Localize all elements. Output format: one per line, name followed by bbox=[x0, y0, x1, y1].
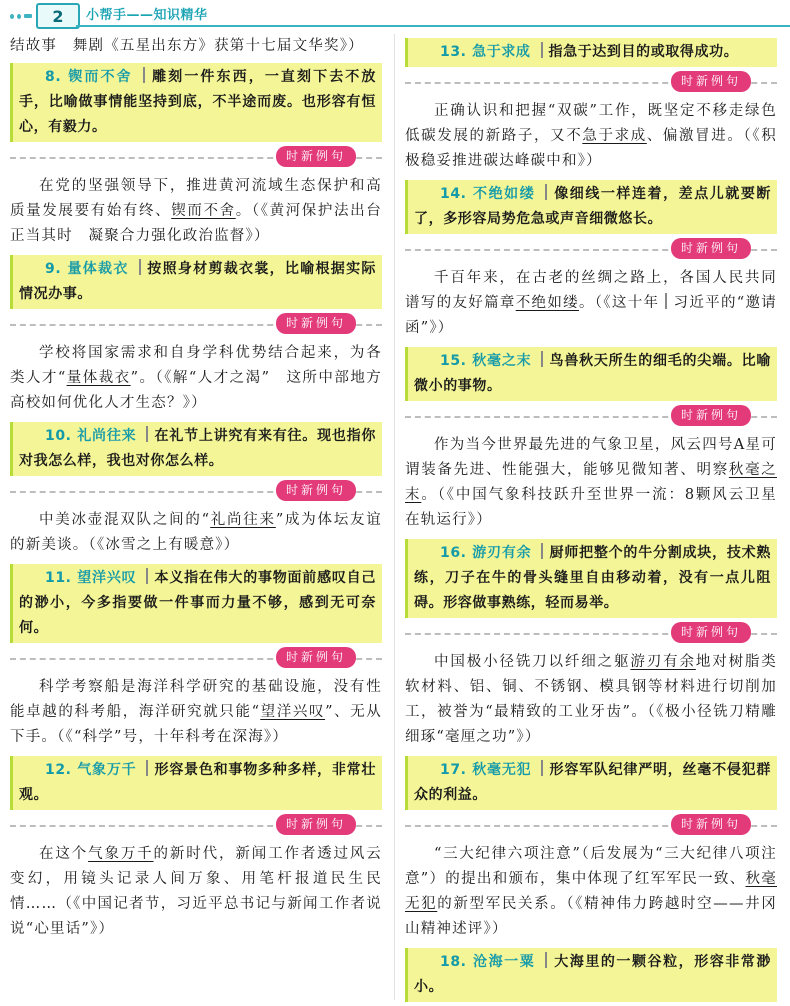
example-term: 不绝如缕 bbox=[515, 295, 579, 311]
idiom-term: 不绝如缕 bbox=[473, 186, 536, 202]
idiom-term: 礼尚往来 bbox=[77, 428, 137, 444]
idiom-number: 15. bbox=[440, 353, 467, 369]
example-banner bbox=[405, 814, 777, 838]
example-banner bbox=[405, 71, 777, 95]
idiom-term: 量体裁衣 bbox=[67, 261, 129, 277]
idiom-entry-17 bbox=[405, 756, 777, 810]
term-separator bbox=[146, 426, 148, 442]
idiom-entry-10 bbox=[10, 422, 382, 476]
idiom-term: 秋毫之末 bbox=[472, 353, 532, 369]
banner-label: 时新例句 bbox=[671, 405, 751, 426]
idiom-number: 13. bbox=[440, 44, 467, 60]
example-sentence-10: 中美冰壶混双队之间的“礼尚往来”成为体坛友谊的新美谈。（《冰雪之上有暖意》） bbox=[10, 512, 382, 553]
right-column bbox=[405, 34, 777, 1006]
example-sentence-15: 作为当今世界最先进的气象卫星，风云四号A星可谓装备先进、性能强大，能够见微知著、明察秋毫之末。（《中国气象科技跃升至世界一流：8颗风云卫星在轨运行》） bbox=[405, 437, 778, 528]
idiom-definition: 雕刻一件东西，一直刻下去不放手，比喻做事情能坚持到底，不半途而废。也形容有恒心，有毅力。 bbox=[19, 69, 376, 135]
example-banner bbox=[405, 405, 777, 429]
term-separator bbox=[146, 568, 148, 584]
term-separator bbox=[541, 543, 543, 559]
example-sentence-12: 在这个气象万千的新时代，新闻工作者透过风云变幻，用镜头记录人间万象、用笔杆报道民生民情……（《中国记者节，习近平总书记与新闻工作者说说“心里话”》） bbox=[10, 846, 382, 937]
idiom-definition: 本义指在伟大的事物面前感叹自己的渺小，今多指要做一件事而力量不够，感到无可奈何。 bbox=[19, 570, 376, 636]
idiom-number: 9. bbox=[45, 261, 62, 277]
idiom-number: 12. bbox=[45, 762, 72, 778]
example-term: 望洋兴叹 bbox=[260, 704, 326, 720]
example-banner bbox=[10, 814, 382, 838]
idiom-term: 游刃有余 bbox=[472, 545, 532, 561]
term-separator bbox=[545, 952, 547, 968]
idiom-number: 10. bbox=[45, 428, 72, 444]
example-sentence-14: 千百年来，在古老的丝绸之路上，各国人民共同谱写的友好篇章不绝如缕。（《这十年 习近平的“邀请函”》） bbox=[405, 270, 778, 336]
idiom-term: 气象万千 bbox=[77, 762, 137, 778]
example-banner bbox=[10, 313, 382, 337]
page-header bbox=[0, 0, 790, 34]
idiom-entry-18 bbox=[405, 948, 777, 1002]
term-separator bbox=[541, 351, 543, 367]
banner-label: 时新例句 bbox=[276, 647, 356, 668]
idiom-number: 18. bbox=[440, 954, 467, 970]
banner-label: 时新例句 bbox=[276, 313, 356, 334]
banner-label: 时新例句 bbox=[671, 71, 751, 92]
idiom-entry-9 bbox=[10, 255, 382, 309]
example-term: 秋毫之末 bbox=[405, 462, 777, 503]
idiom-term: 急于求成 bbox=[472, 44, 531, 60]
idiom-number: 17. bbox=[440, 762, 467, 778]
left-column bbox=[10, 34, 382, 948]
idiom-term: 锲而不舍 bbox=[68, 69, 133, 85]
idiom-term: 沧海一粟 bbox=[473, 954, 536, 970]
example-term: 游刃有余 bbox=[630, 654, 696, 670]
idiom-number: 11. bbox=[45, 570, 72, 586]
example-term: 量体裁衣 bbox=[66, 370, 131, 386]
idiom-number: 8. bbox=[45, 69, 62, 85]
header-title: 小帮手——知识精华 bbox=[86, 8, 208, 23]
column-divider bbox=[394, 34, 395, 1000]
idiom-number: 16. bbox=[440, 545, 467, 561]
idiom-entry-11 bbox=[10, 564, 382, 643]
example-sentence-11: 科学考察船是海洋科学研究的基础设施，没有性能卓越的科考船，海洋研究就只能“望洋兴叹”、无从下手。（《“科学”号，十年科考在深海》） bbox=[10, 679, 382, 745]
example-banner bbox=[10, 146, 382, 170]
term-separator bbox=[541, 42, 543, 58]
banner-label: 时新例句 bbox=[671, 622, 751, 643]
idiom-entry-8 bbox=[10, 63, 382, 142]
banner-label: 时新例句 bbox=[276, 480, 356, 501]
example-term: 锲而不舍 bbox=[171, 203, 236, 219]
title-separator bbox=[665, 293, 667, 309]
page-number: 2 bbox=[36, 3, 80, 29]
banner-label: 时新例句 bbox=[671, 814, 751, 835]
example-term: 礼尚往来 bbox=[210, 512, 276, 528]
example-banner bbox=[405, 238, 777, 262]
example-term: 秋毫无犯 bbox=[405, 871, 777, 912]
idiom-entry-16 bbox=[405, 539, 777, 618]
idiom-definition: 厨师把整个的牛分割成块，技术熟练，刀子在牛的骨头缝里自由移动着，没有一点儿阻碍。形容做事熟练，轻而易举。 bbox=[414, 545, 771, 611]
idiom-term: 望洋兴叹 bbox=[77, 570, 137, 586]
term-separator bbox=[541, 760, 543, 776]
term-separator bbox=[545, 184, 547, 200]
term-separator bbox=[146, 760, 148, 776]
idiom-definition: 形容军队纪律严明，丝毫不侵犯群众的利益。 bbox=[414, 762, 771, 803]
header-rule bbox=[76, 25, 790, 27]
idiom-definition: 像细线一样连着，差点儿就要断了，多形容局势危急或声音细微悠长。 bbox=[414, 186, 771, 227]
banner-label: 时新例句 bbox=[276, 814, 356, 835]
continued-example: 结故事 舞剧《五星出东方》获第十七届文华奖》） bbox=[10, 38, 364, 54]
idiom-definition: 指急于达到目的或取得成功。 bbox=[548, 44, 739, 60]
term-separator bbox=[139, 259, 141, 275]
example-sentence-16: 中国极小径铣刀以纤细之躯游刃有余地对树脂类软材料、铝、铜、不锈钢、模具钢等材料进行切削加工，被誉为“最精致的工业牙齿”。（《极小径铣刀精雕细琢“毫厘之功”》） bbox=[405, 654, 777, 745]
idiom-definition: 形容景色和事物多种多样，非常壮观。 bbox=[19, 762, 376, 803]
example-sentence-13: 正确认识和把握“双碳”工作，既坚定不移走绿色低碳发展的新路子，又不急于求成、偏激冒进。（《积极稳妥推进碳达峰碳中和》） bbox=[405, 103, 777, 169]
idiom-term: 秋毫无犯 bbox=[472, 762, 532, 778]
example-sentence-9: 学校将国家需求和自身学科优势结合起来，为各类人才“量体裁衣”。（《解“人才之渴” 这所中部地方高校如何优化人才生态？》） bbox=[10, 345, 382, 411]
idiom-entry-12 bbox=[10, 756, 382, 810]
term-separator bbox=[143, 67, 145, 83]
idiom-number: 14. bbox=[440, 186, 467, 202]
example-banner bbox=[10, 480, 382, 504]
idiom-definition: 大海里的一颗谷粒，形容非常渺小。 bbox=[414, 954, 771, 995]
idiom-entry-14 bbox=[405, 180, 777, 234]
header-decoration-icon bbox=[10, 11, 32, 21]
example-term: 急于求成 bbox=[582, 128, 647, 144]
example-banner bbox=[405, 622, 777, 646]
banner-label: 时新例句 bbox=[276, 146, 356, 167]
example-banner bbox=[10, 647, 382, 671]
banner-label: 时新例句 bbox=[671, 238, 751, 259]
idiom-definition: 按照身材剪裁衣裳，比喻根据实际情况办事。 bbox=[19, 261, 376, 302]
example-sentence-17: “三大纪律六项注意”（后发展为“三大纪律八项注意”）的提出和颁布，集中体现了红军军民一致、秋毫无犯的新型军民关系。（《精神伟力跨越时空——井冈山精神述评》） bbox=[405, 846, 777, 937]
example-sentence-8: 在党的坚强领导下，推进黄河流域生态保护和高质量发展要有始有终、锲而不舍。（《黄河保护法出台正当其时 凝聚合力强化政治监督》） bbox=[10, 178, 382, 244]
idiom-definition: 在礼节上讲究有来有往。现也指你对我怎么样，我也对你怎么样。 bbox=[19, 428, 376, 469]
idiom-entry-15 bbox=[405, 347, 777, 401]
idiom-definition: 鸟兽秋天所生的细毛的尖端。比喻微小的事物。 bbox=[414, 353, 771, 394]
idiom-entry-13 bbox=[405, 38, 777, 67]
example-term: 气象万千 bbox=[88, 846, 154, 862]
